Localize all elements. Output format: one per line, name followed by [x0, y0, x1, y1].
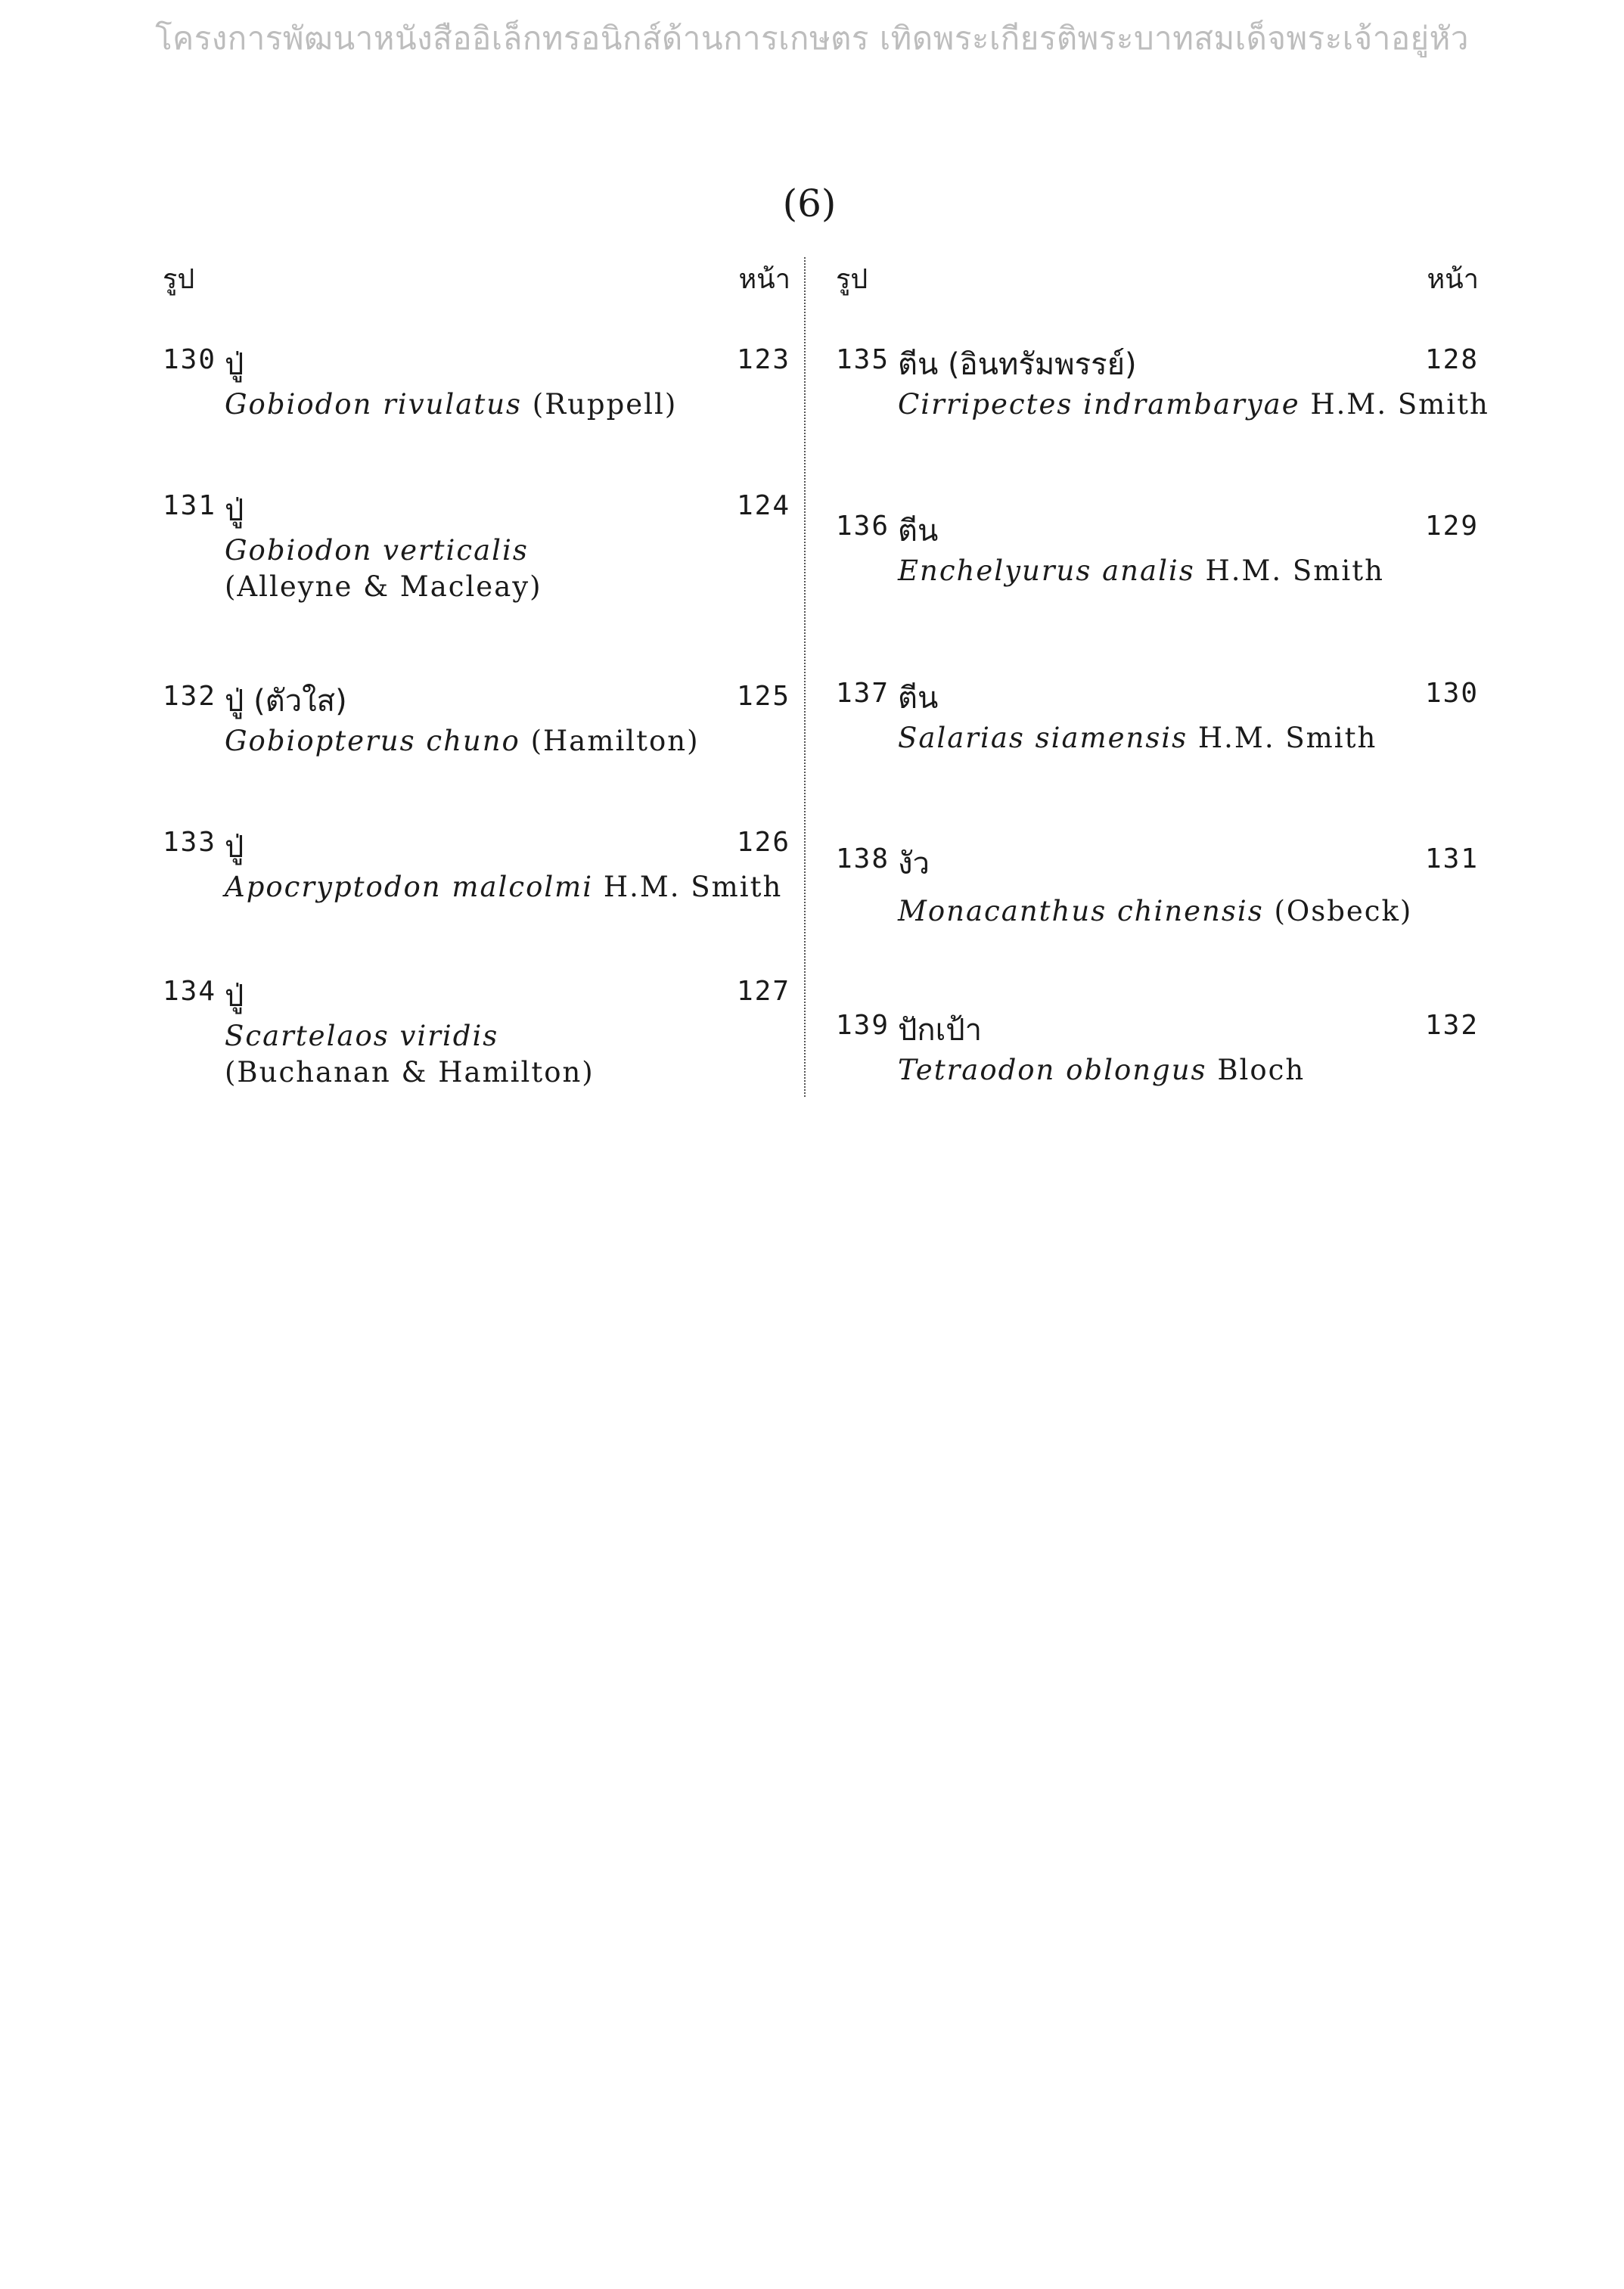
author: H.M. Smith [1188, 722, 1377, 754]
thai-name: ตีน [898, 514, 939, 548]
page-ref: 131 [1424, 843, 1479, 874]
thai-name: ปู่ [225, 493, 244, 528]
page-ref: 123 [736, 344, 790, 375]
genus-species: Gobiopterus chuno [225, 725, 520, 757]
page-ref: 129 [1424, 511, 1479, 542]
genus-species: Cirripectes indrambaryae [898, 388, 1300, 421]
figure-number: 130 [163, 344, 217, 375]
page-ref: 127 [736, 976, 790, 1007]
page-ref: 132 [1424, 1010, 1479, 1041]
figure-number: 135 [836, 344, 890, 375]
right-column [836, 257, 1489, 1086]
genus-species: Tetraodon oblongus [898, 1054, 1207, 1086]
genus-species: Enchelyurus analis [898, 554, 1195, 587]
genus-species: Monacanthus chinensis [898, 895, 1264, 927]
author: Bloch [1206, 1054, 1306, 1086]
author: (Osbeck) [1263, 895, 1413, 927]
author-line: (Alleyne & Macleay) [225, 570, 542, 603]
thai-name: งัว [898, 846, 930, 881]
thai-name: ปู่ [225, 347, 244, 382]
figure-number: 131 [163, 490, 217, 521]
scientific-name [225, 1020, 498, 1052]
author: (Ruppell) [522, 388, 678, 421]
author: H.M. Smith [593, 871, 783, 903]
thai-name: ปู่ (ตัวใส) [225, 684, 347, 719]
thai-name: ปักเป้า [898, 1013, 983, 1048]
thai-name: ปู่ [225, 979, 244, 1014]
figure-number: 133 [163, 827, 217, 858]
scientific-name [225, 725, 700, 757]
figure-number: 139 [836, 1010, 890, 1041]
thai-name: ตีน (อินทรัมพรรย์) [898, 347, 1137, 382]
figure-number: 132 [163, 681, 217, 712]
page-ref: 125 [736, 681, 790, 712]
page-ref: 130 [1424, 678, 1479, 709]
left-column [163, 257, 790, 1089]
header-page-label: หน้า [1427, 264, 1479, 295]
scientific-name [898, 388, 1489, 421]
scientific-name [898, 1054, 1305, 1086]
genus-species: Gobiodon rivulatus [225, 388, 523, 421]
scientific-name [225, 871, 782, 903]
figure-number: 136 [836, 511, 890, 542]
column-header [836, 257, 1479, 303]
genus-species: Scartelaos viridis [225, 1020, 499, 1052]
page-ref: 128 [1424, 344, 1479, 375]
scientific-name [225, 534, 529, 567]
genus-species: Gobiodon verticalis [225, 534, 529, 567]
header-page-label: หน้า [738, 264, 790, 295]
scientific-name [225, 388, 677, 421]
figure-number: 134 [163, 976, 217, 1007]
genus-species: Salarias siamensis [898, 722, 1188, 754]
genus-species: Apocryptodon malcolmi [225, 871, 594, 903]
watermark-banner: โครงการพัฒนาหนังสืออิเล็กทรอนิกส์ด้านการเกษตร เทิดพระเกียรติพระบาทสมเด็จพระเจ้าอยู่หัว [155, 20, 1469, 57]
thai-name: ปู่ [225, 830, 244, 865]
author: (Hamilton) [520, 725, 700, 757]
figure-number: 138 [836, 843, 890, 874]
author-line: (Buchanan & Hamilton) [225, 1056, 595, 1089]
page-ref: 126 [736, 827, 790, 858]
author: H.M. Smith [1300, 388, 1489, 421]
scientific-name [898, 554, 1384, 587]
header-figure-label: รูป [836, 264, 868, 295]
column-header [163, 257, 790, 303]
page-ref: 124 [736, 490, 790, 521]
figure-number: 137 [836, 678, 890, 709]
header-figure-label: รูป [163, 264, 195, 295]
scientific-name [898, 722, 1377, 754]
page-number: (6) [782, 182, 837, 225]
thai-name: ตีน [898, 681, 939, 716]
scientific-name [898, 895, 1412, 927]
column-divider [804, 257, 806, 1097]
author: H.M. Smith [1194, 554, 1384, 587]
